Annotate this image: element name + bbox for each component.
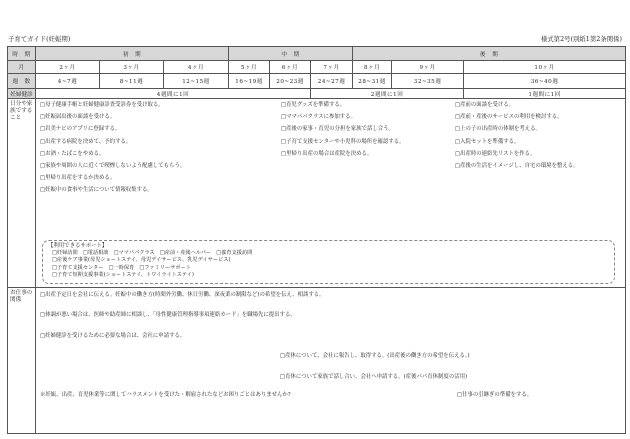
label-todo: 日分や家族ですること <box>8 99 36 288</box>
harassment-note: ※妊娠、出産、育児休業等に関してハラスメントを受けた・解雇されたなどお困りごとはありませんか? <box>40 391 291 398</box>
month-cell: 6ヶ月 <box>270 61 311 74</box>
checklist-item[interactable]: □子育て支援センターや小児科の場所を確認する。 <box>281 138 405 145</box>
todo-area <box>36 99 626 288</box>
week-cell: 20~23週 <box>270 74 311 89</box>
month-cell: 8ヶ月 <box>353 61 392 74</box>
work-item[interactable]: □産休について、会社に報告し、取得する。(出産後の働き方の希望を伝える。) <box>280 352 470 359</box>
month-cell: 3ヶ月 <box>100 61 164 74</box>
checklist-item[interactable]: □産前・産後のサービスの利用を検討する。 <box>455 114 563 121</box>
checklist-item[interactable]: □お酒・たばこをやめる。 <box>40 150 105 157</box>
checklist-item[interactable]: □上の子の出産時の体制を考える。 <box>455 126 541 133</box>
week-cell: 8~11週 <box>100 74 164 89</box>
phase-late: 後 期 <box>353 47 626 61</box>
checklist-item[interactable]: □出産時の連絡先リストを作る。 <box>455 150 536 157</box>
checklist-item[interactable]: □里帰り出産の場合は産院を決める。 <box>281 150 373 157</box>
todo-late-list <box>455 102 579 240</box>
checkup-late: 1週間に1回 <box>464 89 626 99</box>
checklist-item[interactable]: □岩美ナビのアプリに登録する。 <box>40 126 121 133</box>
week-cell: 16~19週 <box>229 74 270 89</box>
checklist-item[interactable]: □産後の生活をイメージし、自宅の環境を整える。 <box>455 162 579 169</box>
month-cell: 4ヶ月 <box>164 61 229 74</box>
checklist-item[interactable]: □里帰り出産をするか決める。 <box>40 175 116 182</box>
checklist-item[interactable]: □育児グッズを準備する。 <box>281 102 346 108</box>
work-item[interactable]: □育休について家族で話し合い、会社へ申請する。(産後パパ育休制度の活用) <box>280 373 468 380</box>
checklist-item[interactable]: □母子健康手帳と妊婦健康診査受診券を受け取る。 <box>40 102 164 108</box>
checkup-middle: 2週間に1回 <box>311 89 464 99</box>
support-line[interactable]: □子育て支援センター □一時保育 □ファミリーサポート <box>52 264 191 271</box>
page-title: 子育てガイド(妊娠期) <box>8 35 71 43</box>
label-checkup: 妊婦健診 <box>8 89 36 99</box>
work-item[interactable]: □出産予定日を会社に伝える。妊娠中の働き方(時間外労働、休日労働、深夜業の制限など)の希望を伝え、相談する。 <box>40 291 325 298</box>
pregnancy-guide-table <box>7 46 626 434</box>
month-cell: 7ヶ月 <box>311 61 353 74</box>
work-item[interactable]: □仕事の引継ぎの準備をする。 <box>457 391 533 398</box>
label-weeks: 週 数 <box>8 74 36 89</box>
month-cell: 2ヶ月 <box>36 61 100 74</box>
checklist-item[interactable]: □入院セットを準備する。 <box>455 138 520 145</box>
month-cell: 10ヶ月 <box>464 61 626 74</box>
support-box <box>42 240 615 284</box>
checklist-item[interactable]: □家族や周囲の人に近くで喫煙しないよう配慮してもらう。 <box>40 162 186 169</box>
support-line[interactable]: □産後ケア事業(母児ショートステイ、母児デイサービス、乳児デイサービス) <box>52 257 231 264</box>
week-cell: 24~27週 <box>311 74 353 89</box>
checklist-item[interactable]: □産前の面談を受ける。 <box>455 102 514 108</box>
support-title: 【利用できるサポート】 <box>48 243 108 249</box>
todo-early-list <box>40 102 281 240</box>
support-line[interactable]: □子育て短期支援事業(ショートステイ、トワイライトステイ) <box>52 272 194 279</box>
form-number: 様式第2号(別紙1第2条関係) <box>540 35 622 43</box>
week-cell: 36~40週 <box>464 74 626 89</box>
checklist-item[interactable]: □産後の家事・育児の分担を家族で話し合う。 <box>281 126 394 133</box>
month-cell: 5ヶ月 <box>229 61 270 74</box>
phase-early: 初 期 <box>36 47 229 61</box>
week-cell: 12~15週 <box>164 74 229 89</box>
work-item[interactable]: □体調が悪い場合は、医師や助産師に相談し、「母性健康管理指導事項連絡カード」を職場先に提出する。 <box>40 311 296 318</box>
todo-middle-list <box>281 102 455 240</box>
checkup-early: 4週間に1回 <box>36 89 311 99</box>
label-period: 時 期 <box>8 47 36 61</box>
work-item[interactable]: □妊婦健診を受けるために必要な場合は、会社に申請する。 <box>40 332 186 339</box>
checklist-item[interactable]: □妊娠届出後の面談を受ける。 <box>40 114 116 121</box>
support-line[interactable]: □妊婦訪問 □電話相談 □ママパパクラス □産前・産後ヘルパー □養育支援訪問 <box>52 250 253 256</box>
phase-middle: 中 期 <box>229 47 353 61</box>
work-area <box>36 287 626 433</box>
label-month: 月 <box>8 61 36 74</box>
checklist-item[interactable]: □出産する病院を決めて、予約する。 <box>40 138 132 145</box>
week-cell: 4~7週 <box>36 74 100 89</box>
checklist-item[interactable]: □ママパパクラスに参加する。 <box>281 114 356 121</box>
week-cell: 28~31週 <box>353 74 392 89</box>
label-work: お仕事の関係 <box>8 287 36 433</box>
checklist-item[interactable]: □妊娠中の食事や生活について情報収集する。 <box>40 187 153 194</box>
week-cell: 32~35週 <box>392 74 464 89</box>
month-cell: 9ヶ月 <box>392 61 464 74</box>
